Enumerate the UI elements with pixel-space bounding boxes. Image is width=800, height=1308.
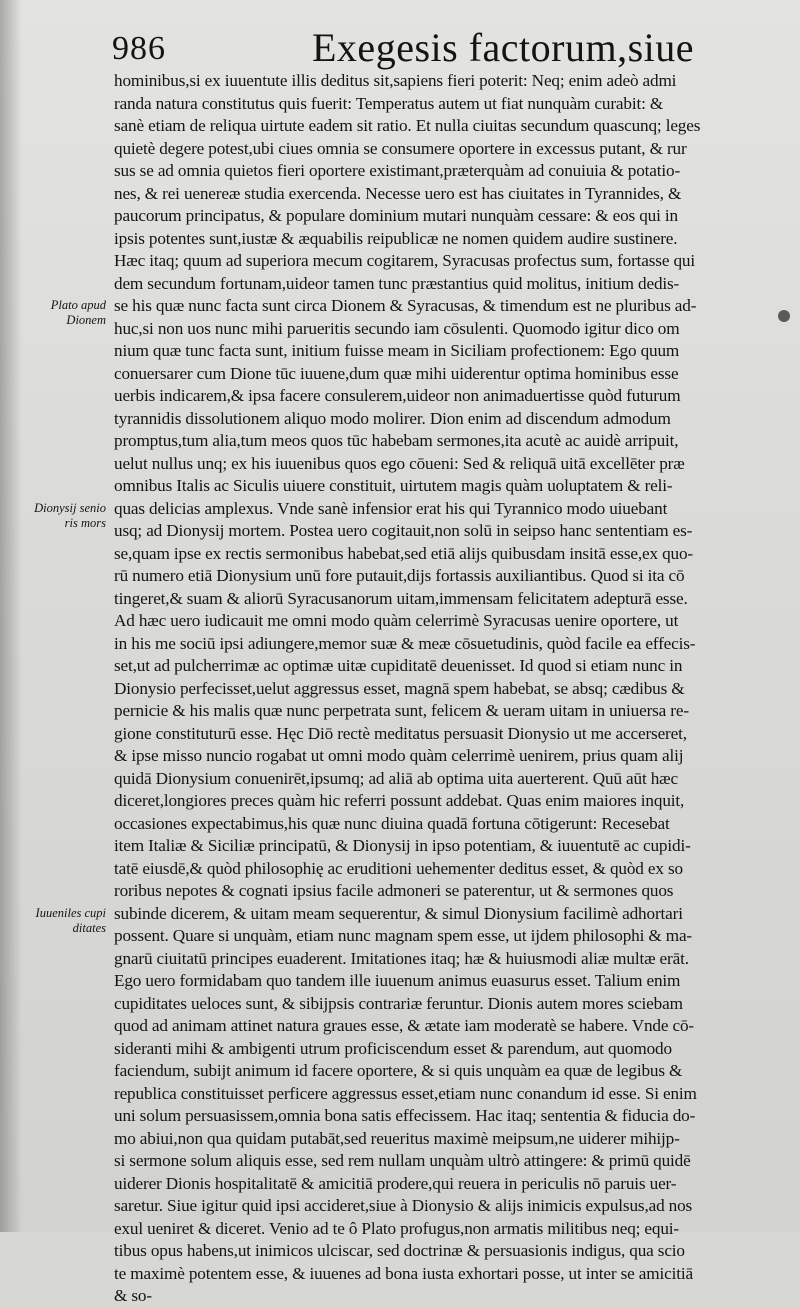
- text-line: randa natura constitutus quis fuerit: Temperatus autem ut fiat nunquàm curabit: &: [114, 93, 664, 113]
- text-line: mo abiui,non qua quidam putabāt,sed reueritus maximè meipsum,ne uiderer mihijp-: [114, 1128, 680, 1148]
- text-line: sideranti mihi & ambigenti utrum proficiscendum esset & parendum, aut quomodo: [114, 1038, 672, 1058]
- text-line: promptus,tum alia,tum meos quos tūc habebam sermones,ita acutè ac auidè arripuit,: [114, 431, 679, 450]
- text-line: diceret,longiores preces quàm hic referri possunt addebat. Quas enim maiores inquit,: [114, 791, 685, 810]
- text-line: in his me sociū ipsi adiungere,memor suæ & meæ cōsuetudinis, quòd facile ea effecis-: [114, 633, 696, 653]
- page-number: 986: [112, 30, 166, 67]
- text-line: subinde dicerem, & uitam meam sequerentur, & simul Dionysium facilimè adhortari: [114, 903, 683, 923]
- text-line: quidā Dionysium conuenirēt,ipsumq; ad aliā ab optima uita auerterent. Quū aūt hæc: [114, 768, 678, 788]
- text-line: gnarū ciuitatū principes euaderent. Imitationes itaq; hæ & huiusmodi aliæ multæ erāt.: [114, 948, 689, 968]
- text-line: quietè degere potest,ubi ciues omnia se consumere oportere in excessus putant, & rur: [114, 138, 687, 158]
- ink-blot: [778, 310, 790, 322]
- text-line: tingeret,& suam & aliorū Syracusanorum uitam,immensam felicitatem adepturā esse.: [114, 588, 688, 608]
- body-text: [114, 70, 786, 1308]
- text-line: Hæc itaq; quum ad superiora mecum cogitarem, Syracusas profectus sum, fortasse qui: [114, 251, 695, 270]
- text-line: nes, & rei uenereæ studia exercenda. Necesse uero est has ciuitates in Tyrannides, &: [114, 183, 682, 203]
- text-line: uiderer Dionis hospitalitatē & amicitiā prodere,qui reuera in periculis nō paruis uer-: [114, 1173, 677, 1193]
- text-line: uerbis indicarem,& ipsa facere consulerem,uideor non animaduertisse quòd futurum: [114, 386, 681, 405]
- text-line: huc,si non uos nunc mihi parueritis secundo iam cōsulenti. Quomodo igitur dico om: [114, 318, 680, 338]
- text-line: sanè etiam de reliqua uirtute eadem sit ratio. Et nulla ciuitas secundum quascunq; leges: [114, 116, 701, 135]
- text-line: rū numero etiā Dionysium unū fore putauit,dijs fortassis auxiliantibus. Quod si ita cō: [114, 566, 685, 585]
- text-line: quod ad animam attinet natura graues esse, & ætate iam moderatè se habere. Vnde cō-: [114, 1016, 694, 1035]
- text-line: exul ueniret & diceret. Venio ad te ô Plato profugus,non armatis militibus neq; equi-: [114, 1218, 679, 1238]
- text-line: set,ut ad pulcherrimæ ac optimæ uitæ cupiditatē deuenisset. Id quod si etiam nunc in: [114, 656, 683, 675]
- text-line: pernicie & his malis quæ nunc perpetrata sunt, felicem & ueram uitam in uniuersa re-: [114, 701, 689, 720]
- margin-note: Plato apud Dionem: [50, 298, 106, 327]
- margin-notes: [0, 0, 112, 1232]
- text-line: uelut nullus unq; ex his iuuenibus quos ego cōueni: Sed & reliquā uitā excellēter præ: [114, 453, 685, 473]
- text-line: nium quæ tunc facta sunt, initium fuisse meam in Siciliam profectionem: Ego quum: [114, 341, 680, 360]
- text-line: roribus nepotes & cognati ipsius facile admoneri se paterentur, ut & sermones quos: [114, 881, 674, 900]
- text-line: occasiones expectabimus,his quæ nunc diuina quadā fortuna cōtigerunt: Recesebat: [114, 813, 670, 833]
- page-header: [0, 22, 800, 72]
- text-line: quas delicias amplexus. Vnde sanè infensior erat his qui Tyrannico modo uiuebant: [114, 498, 668, 518]
- text-line: dem secundum fortunam,uideor tamen tunc præstantius quid molitus, initium dedis-: [114, 273, 680, 293]
- text-line: sus se ad omnia quietos fieri oportere existimant,præterquàm ad conuiuia & potatio-: [114, 161, 681, 180]
- text-line: Ego uero formidabam quo tandem ille iuuenum animus euasurus esset. Talium enim: [114, 971, 681, 990]
- text-line: hominibus,si ex iuuentute illis deditus sit,sapiens fieri poterit: Neq; enim adeò admi: [114, 71, 677, 90]
- margin-note: Dionysij senio ris mors: [34, 500, 106, 530]
- text-line: gione constituturū esse. Hęc Diō rectè meditatus persuasit Dionysio ut me accerseret,: [114, 723, 687, 743]
- text-line: paucorum principatus, & populare dominium mutari nunquàm cessare: & eos qui in: [114, 206, 678, 225]
- text-line: si sermone solum aliquis esse, sed rem nullam unquàm ultrò attingere: & primū quidē: [114, 1151, 691, 1170]
- text-line: tyrannidis dissolutionem aliquo modo molirer. Dion enim ad discendum admodum: [114, 408, 671, 428]
- text-line: item Italiæ & Siciliæ principatū, & Dionysij in ipso potentiam, & iuuentutē ac cupidi-: [114, 836, 691, 855]
- text-line: republica constituisset perficere aggressus esset,etiam nunc conandum id esse. Si enim: [114, 1083, 697, 1103]
- text-line: se his quæ nunc facta sunt circa Dionem & Syracusas, & timendum est ne pluribus ad-: [114, 296, 697, 315]
- text-line: & ipse misso nuncio rogabat ut omni modo quàm celerrimè uenirem, prius quam alij: [114, 746, 684, 765]
- text-line: conuersarer cum Dione tūc iuuene,dum quæ mihi uiderentur optima hominibus esse: [114, 363, 679, 383]
- margin-note: Iuueniles cupi ditates: [35, 905, 106, 935]
- text-line: uni solum persuasissem,omnia bona satis effecissem. Hac itaq; sententia & fiducia do-: [114, 1106, 696, 1125]
- text-line: possent. Quare si unquàm, etiam nunc magnam spem esse, ut ijdem philosophi & ma-: [114, 926, 692, 945]
- text-line: saretur. Siue igitur quid ipsi accideret,siue à Dionysio & alijs inimicis expulsus,ad nos: [114, 1196, 693, 1215]
- text-line: tatē eiusdē,& quòd philosophię ac eruditioni uehementer deditus esset, & quòd ex so: [114, 858, 683, 878]
- text-line: te maximè potentem esse, & iuuenes ad bona iusta exhortari posse, ut inter se amicitiā: [114, 1263, 693, 1283]
- text-line: omnibus Italis ac Siculis uiuere constituit, uirtutem magis quàm uoluptatem & reli-: [114, 476, 673, 495]
- running-head: Exegesis factorum,siue: [312, 25, 694, 70]
- text-line: & so-: [114, 1286, 152, 1305]
- text-line: Dionysio perfecisset,uelut aggressus esset, magnā spem habebat, se absq; cædibus &: [114, 678, 685, 698]
- text-line: faciendum, subijt animum id facere oportere, & si quis unquàm ea quæ de legibus &: [114, 1061, 683, 1080]
- text-line: tibus opus habens,ut inimicos ulciscar, sed doctrinæ & persuasionis indigus, qua scio: [114, 1241, 685, 1260]
- text-line: Ad hæc uero iudicauit me omni modo quàm celerrimè Syracusas uenire oportere, ut: [114, 611, 679, 630]
- text-line: usq; ad Dionysij mortem. Postea uero cogitauit,non solū in seipso hanc sententiam es-: [114, 521, 693, 540]
- text-line: se,quam ipse ex rectis sermonibus habebat,sed etiā alijs quibusdam insitā esse,ex quo-: [114, 543, 693, 563]
- text-line: cupiditates ueloces sunt, & sibijpsis contrariæ feruntur. Dionis autem mores sciebam: [114, 993, 683, 1013]
- text-line: ipsis potentes sunt,iustæ & æquabilis reipublicæ ne nomen quidem audire sustinere.: [114, 228, 678, 248]
